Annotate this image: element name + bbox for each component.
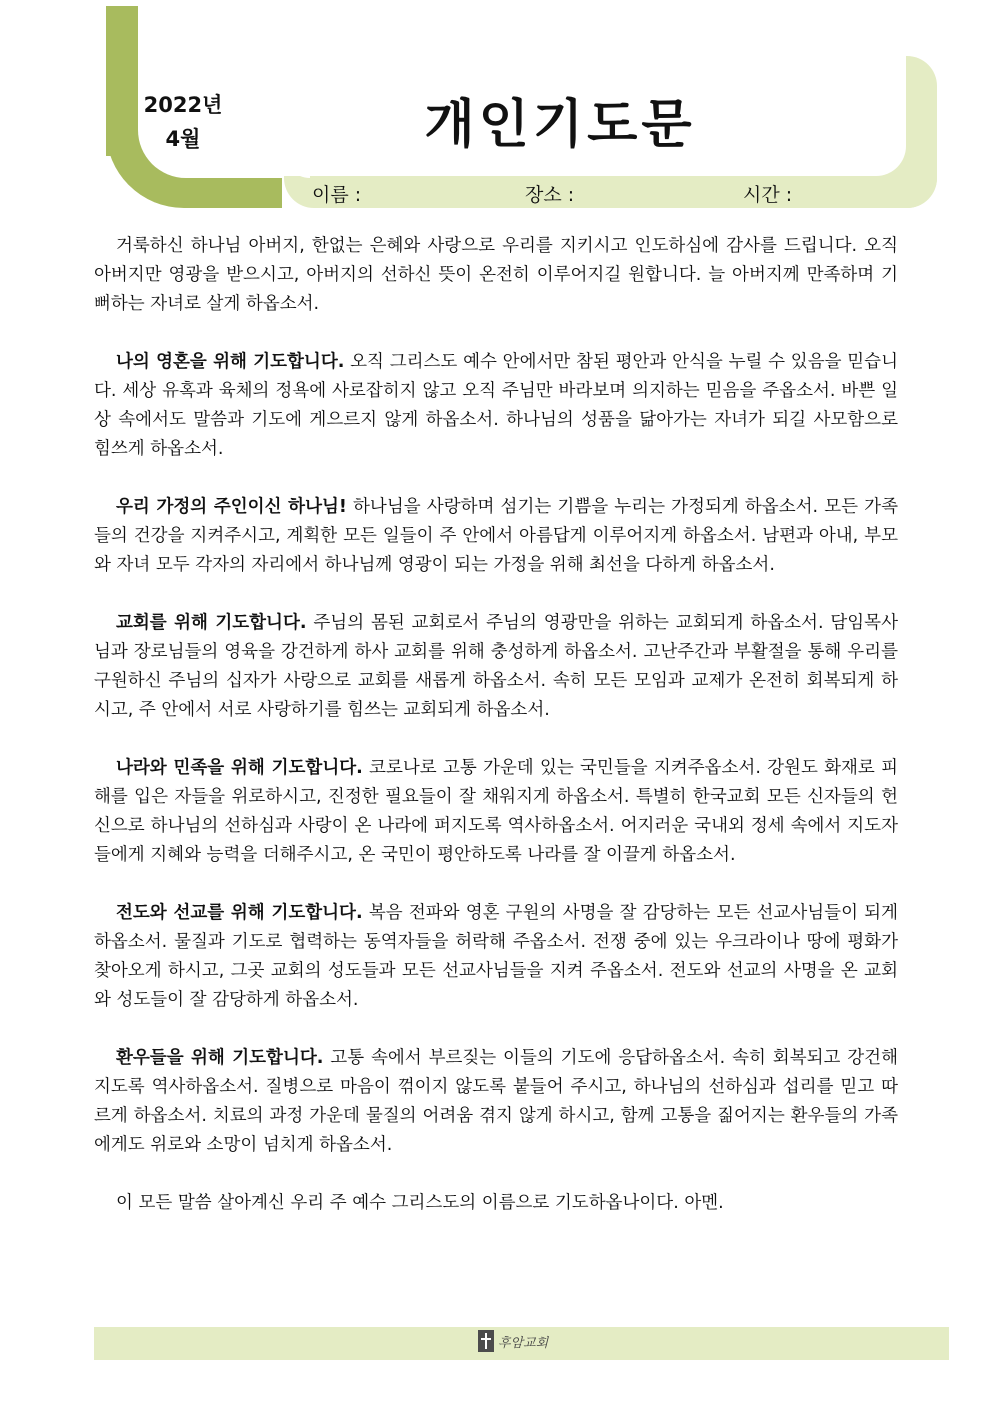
prayer-paragraph	[94, 493, 898, 580]
page-title: 개인기도문	[424, 95, 696, 155]
month-label: 4월	[165, 127, 201, 151]
paragraph-text: 주님의 몸된 교회로서 주님의 영광만을 위하는 교회되게 하옵소서. 담임목사님과 장로님들의 영육을 강건하게 하사 교회를 위해 충성하게 하옵소서. 고난주간과 부활절을 통해 우리를 구원하신 주님의 십자가 사랑으로 교회를 새롭게 하옵소서. 속히 모든 모임과 교제가 온전히 회복되게 하시고, 주 안에서 서로 사랑하기를 힘쓰는 교회되게 하옵소서.	[94, 613, 898, 720]
prayer-paragraph	[94, 348, 898, 464]
prayer-paragraph	[94, 1189, 898, 1218]
time-field: 시간 :	[743, 184, 793, 206]
paragraph-text: 코로나로 고통 가운데 있는 국민들을 지켜주옵소서. 강원도 화재로 피해를 입은 자들을 위로하시고, 진정한 필요들이 잘 채워지게 하옵소서. 특별히 한국교회 모든 신자들의 헌신으로 하나님의 선하심과 사랑이 온 나라에 퍼지도록 역사하옵소서. 어지러운 국내외 정세 속에서 지도자들에게 지혜와 능력을 더해주시고, 온 국민이 평안하도록 나라를 잘 이끌게 하옵소서.	[94, 758, 898, 865]
paragraph-heading: 전도와 선교를 위해 기도합니다.	[116, 903, 363, 923]
paragraph-heading: 환우들을 위해 기도합니다.	[116, 1048, 324, 1068]
prayer-paragraph	[94, 232, 898, 319]
paragraph-text: 하나님을 사랑하며 섬기는 기쁨을 누리는 가정되게 하옵소서. 모든 가족들의 건강을 지켜주시고, 계획한 모든 일들이 주 안에서 아름답게 이루어지게 하옵소서. 남편과 아내, 부모와 자녀 모두 각자의 자리에서 하나님께 영광이 되는 가정을 위해 최선을 다하게 하옵소서.	[94, 497, 898, 575]
paragraph-heading: 나라와 민족을 위해 기도합니다.	[116, 758, 363, 778]
prayer-paragraph	[94, 609, 898, 725]
cross-icon	[478, 1330, 494, 1352]
prayer-paragraph	[94, 754, 898, 870]
prayer-paragraph	[94, 1044, 898, 1160]
paragraph-text: 거룩하신 하나님 아버지, 한없는 은혜와 사랑으로 우리를 지키시고 인도하심에 감사를 드립니다. 오직 아버지만 영광을 받으시고, 아버지의 선하신 뜻이 온전히 이루어지길 원합니다. 늘 아버지께 만족하며 기뻐하는 자녀로 살게 하옵소서.	[94, 236, 898, 314]
paragraph-text: 복음 전파와 영혼 구원의 사명을 잘 감당하는 모든 선교사님들이 되게 하옵소서. 물질과 기도로 협력하는 동역자들을 허락해 주옵소서. 전쟁 중에 있는 우크라이나 땅에 평화가 찾아오게 하시고, 그곳 교회의 성도들과 모든 선교사님들을 지켜 주옵소서. 전도와 선교의 사명을 온 교회와 성도들이 잘 감당하게 하옵소서.	[94, 903, 898, 1010]
date-block	[138, 88, 228, 156]
church-logo	[478, 1330, 548, 1352]
place-field: 장소 :	[525, 184, 575, 206]
prayer-paragraph	[94, 899, 898, 1015]
prayer-body	[94, 232, 898, 1247]
paragraph-text: 이 모든 말씀 살아계신 우리 주 예수 그리스도의 이름으로 기도하옵나이다. 아멘.	[116, 1193, 724, 1213]
name-field: 이름 :	[312, 184, 362, 206]
paragraph-text: 오직 그리스도 예수 안에서만 참된 평안과 안식을 누릴 수 있음을 믿습니다. 세상 유혹과 육체의 정욕에 사로잡히지 않고 오직 주님만 바라보며 의지하는 믿음을 주옵소서. 바쁜 일상 속에서도 말씀과 기도에 게으르지 않게 하옵소서. 하나님의 성품을 닮아가는 자녀가 되길 사모함으로 힘쓰게 하옵소서.	[94, 352, 898, 459]
year-label: 2022년	[143, 93, 223, 117]
paragraph-text: 고통 속에서 부르짖는 이들의 기도에 응답하옵소서. 속히 회복되고 강건해지도록 역사하옵소서. 질병으로 마음이 꺾이지 않도록 붙들어 주시고, 하나님의 선하심과 섭리를 믿고 따르게 하옵소서. 치료의 과정 가운데 물질의 어려움 겪지 않게 하시고, 함께 고통을 짊어지는 환우들의 가족에게도 위로와 소망이 넘치게 하옵소서.	[94, 1048, 898, 1155]
paragraph-heading: 우리 가정의 주인이신 하나님!	[116, 497, 347, 517]
church-name: 후암교회	[498, 1335, 549, 1351]
paragraph-heading: 나의 영혼을 위해 기도합니다.	[116, 352, 345, 372]
paragraph-heading: 교회를 위해 기도합니다.	[116, 613, 307, 633]
